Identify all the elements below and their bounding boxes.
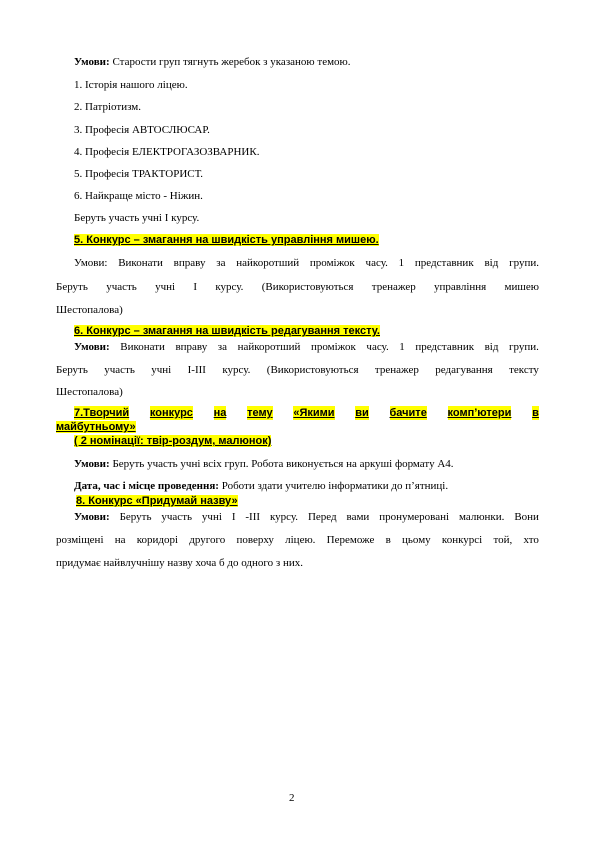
conditions-label: Умови: [74, 458, 110, 470]
word: найкоротший [236, 257, 300, 269]
contest-5-line-2 [56, 280, 539, 294]
contest-8-line-3: придумає найвлучнішу назву хоча б до одного з них. [56, 557, 303, 569]
word: проміжок [310, 341, 356, 353]
topic-item: 5. Професія ТРАКТОРИСТ. [74, 168, 203, 180]
word: Виконати [120, 341, 165, 353]
word: Беруть [56, 281, 88, 293]
word: на [213, 407, 227, 419]
word: в [532, 407, 539, 419]
word: Умови: [74, 257, 108, 269]
topic-item: 4. Професія ЕЛЕКТРОГАЗОЗВАРНИК. [74, 146, 260, 158]
word: І [193, 281, 198, 293]
date-text: Роботи здати учителю інформатики до п’ятниці. [218, 480, 449, 492]
page-number: 2 [289, 792, 295, 804]
contest-7-title-cont: майбутньому» [56, 421, 136, 433]
word: мишею [504, 281, 539, 293]
word: тексту [509, 364, 539, 376]
word: тему [247, 407, 273, 419]
topic-item: 2. Патріотизм. [74, 101, 141, 113]
word: 1 [399, 341, 405, 353]
word: часу. [366, 341, 389, 353]
topic-item: 1. Історія нашого ліцею. [74, 79, 188, 91]
word: в [385, 534, 391, 546]
word: від [484, 341, 499, 353]
word: другого [189, 534, 226, 546]
word: (Використовуються [266, 364, 359, 376]
contest-5-line-1 [74, 256, 539, 270]
word: конкурсі [441, 534, 483, 546]
contest-5-title: 5. Конкурс – змагання на швидкість управління мишею. [74, 234, 379, 246]
contest-6-title: 6. Конкурс – змагання на швидкість редагування тексту. [74, 325, 380, 337]
word: на [114, 534, 126, 546]
intro-paragraph [74, 55, 351, 69]
word: Переможе [326, 534, 375, 546]
contest-8-line-1 [74, 510, 539, 524]
contest-7-title-line-3 [74, 434, 271, 448]
word: курсу. [269, 511, 299, 523]
contest-5-heading [74, 233, 379, 247]
word: хто [523, 534, 539, 546]
word: -ІІІ [245, 511, 261, 523]
word: від [484, 257, 499, 269]
word: представник [415, 341, 475, 353]
contest-7-title-line-2 [56, 420, 136, 434]
word: Виконати [118, 257, 163, 269]
word: за [217, 341, 228, 353]
word: вправу [175, 341, 208, 353]
participants-text: Беруть участь учні І курсу. [74, 212, 200, 224]
word: 1 [398, 257, 405, 269]
word: розміщені [56, 534, 104, 546]
conditions-label: Умови: [74, 511, 110, 523]
intro-text: Старости груп тягнуть жеребок з указаною темою. [109, 56, 351, 68]
word: цьому [402, 534, 431, 546]
word: тренажер [374, 364, 419, 376]
word: проміжок [309, 257, 355, 269]
word: участь [106, 281, 137, 293]
word: курсу. [222, 364, 251, 376]
word: «Якими [293, 407, 335, 419]
word: за [216, 257, 226, 269]
word: той, [493, 534, 513, 546]
contest-6-line-1 [74, 340, 539, 354]
word: вами [346, 511, 370, 523]
word: курсу. [215, 281, 244, 293]
word: І-ІІІ [187, 364, 206, 376]
word: поверху [236, 534, 274, 546]
word: коридорі [136, 534, 179, 546]
word: малюнки. [458, 511, 505, 523]
contest-7-conditions [74, 457, 454, 471]
contest-7-title-line-1 [74, 406, 539, 420]
word: вправу [173, 257, 206, 269]
contest-6-line-2 [56, 363, 539, 377]
word: редагування [435, 364, 493, 376]
word: Перед [307, 511, 337, 523]
word: Вони [514, 511, 539, 523]
contest-7-nominations: ( 2 номінації: твір-роздум, малюнок) [74, 435, 272, 447]
word: (Використовуються [261, 281, 354, 293]
contest-6-heading [74, 324, 380, 338]
word: тренажер [371, 281, 416, 293]
word: Беруть [56, 364, 88, 376]
word: ліцею. [285, 534, 316, 546]
intro-label: Умови: [74, 56, 110, 68]
word: конкурс [149, 407, 193, 419]
word: учні [155, 281, 176, 293]
conditions-text: Беруть участь учні всіх груп. Робота виконується на аркуші формату А4. [109, 458, 454, 470]
word: учні [201, 511, 222, 523]
topic-item: 6. Найкраще місто - Ніжин. [74, 190, 203, 202]
contest-8-line-2 [56, 533, 539, 547]
contest-7-date [74, 479, 448, 493]
conditions-label: Умови: [74, 341, 110, 353]
word: найкоротший [237, 341, 301, 353]
contest-5-line-3: Шестопалова) [56, 304, 123, 316]
word: бачите [389, 407, 427, 419]
word: групи. [509, 341, 539, 353]
date-label: Дата, час і місце проведення: [74, 480, 219, 492]
word: учні [151, 364, 172, 376]
word: пронумеровані [379, 511, 450, 523]
word: комп’ютери [447, 407, 512, 419]
word: часу. [365, 257, 388, 269]
word: представник [414, 257, 474, 269]
word: участь [161, 511, 193, 523]
topic-item: 3. Професія АВТОСЛЮСАР. [74, 124, 210, 136]
word: І [231, 511, 236, 523]
contest-8-heading [76, 494, 238, 508]
word: 7.Творчий [74, 407, 130, 419]
contest-6-line-3: Шестопалова) [56, 386, 123, 398]
word: участь [104, 364, 135, 376]
word: Беруть [119, 511, 152, 523]
contest-8-title: 8. Конкурс «Придумай назву» [76, 495, 238, 507]
word: ви [355, 407, 369, 419]
word: групи. [509, 257, 539, 269]
word: управління [434, 281, 487, 293]
